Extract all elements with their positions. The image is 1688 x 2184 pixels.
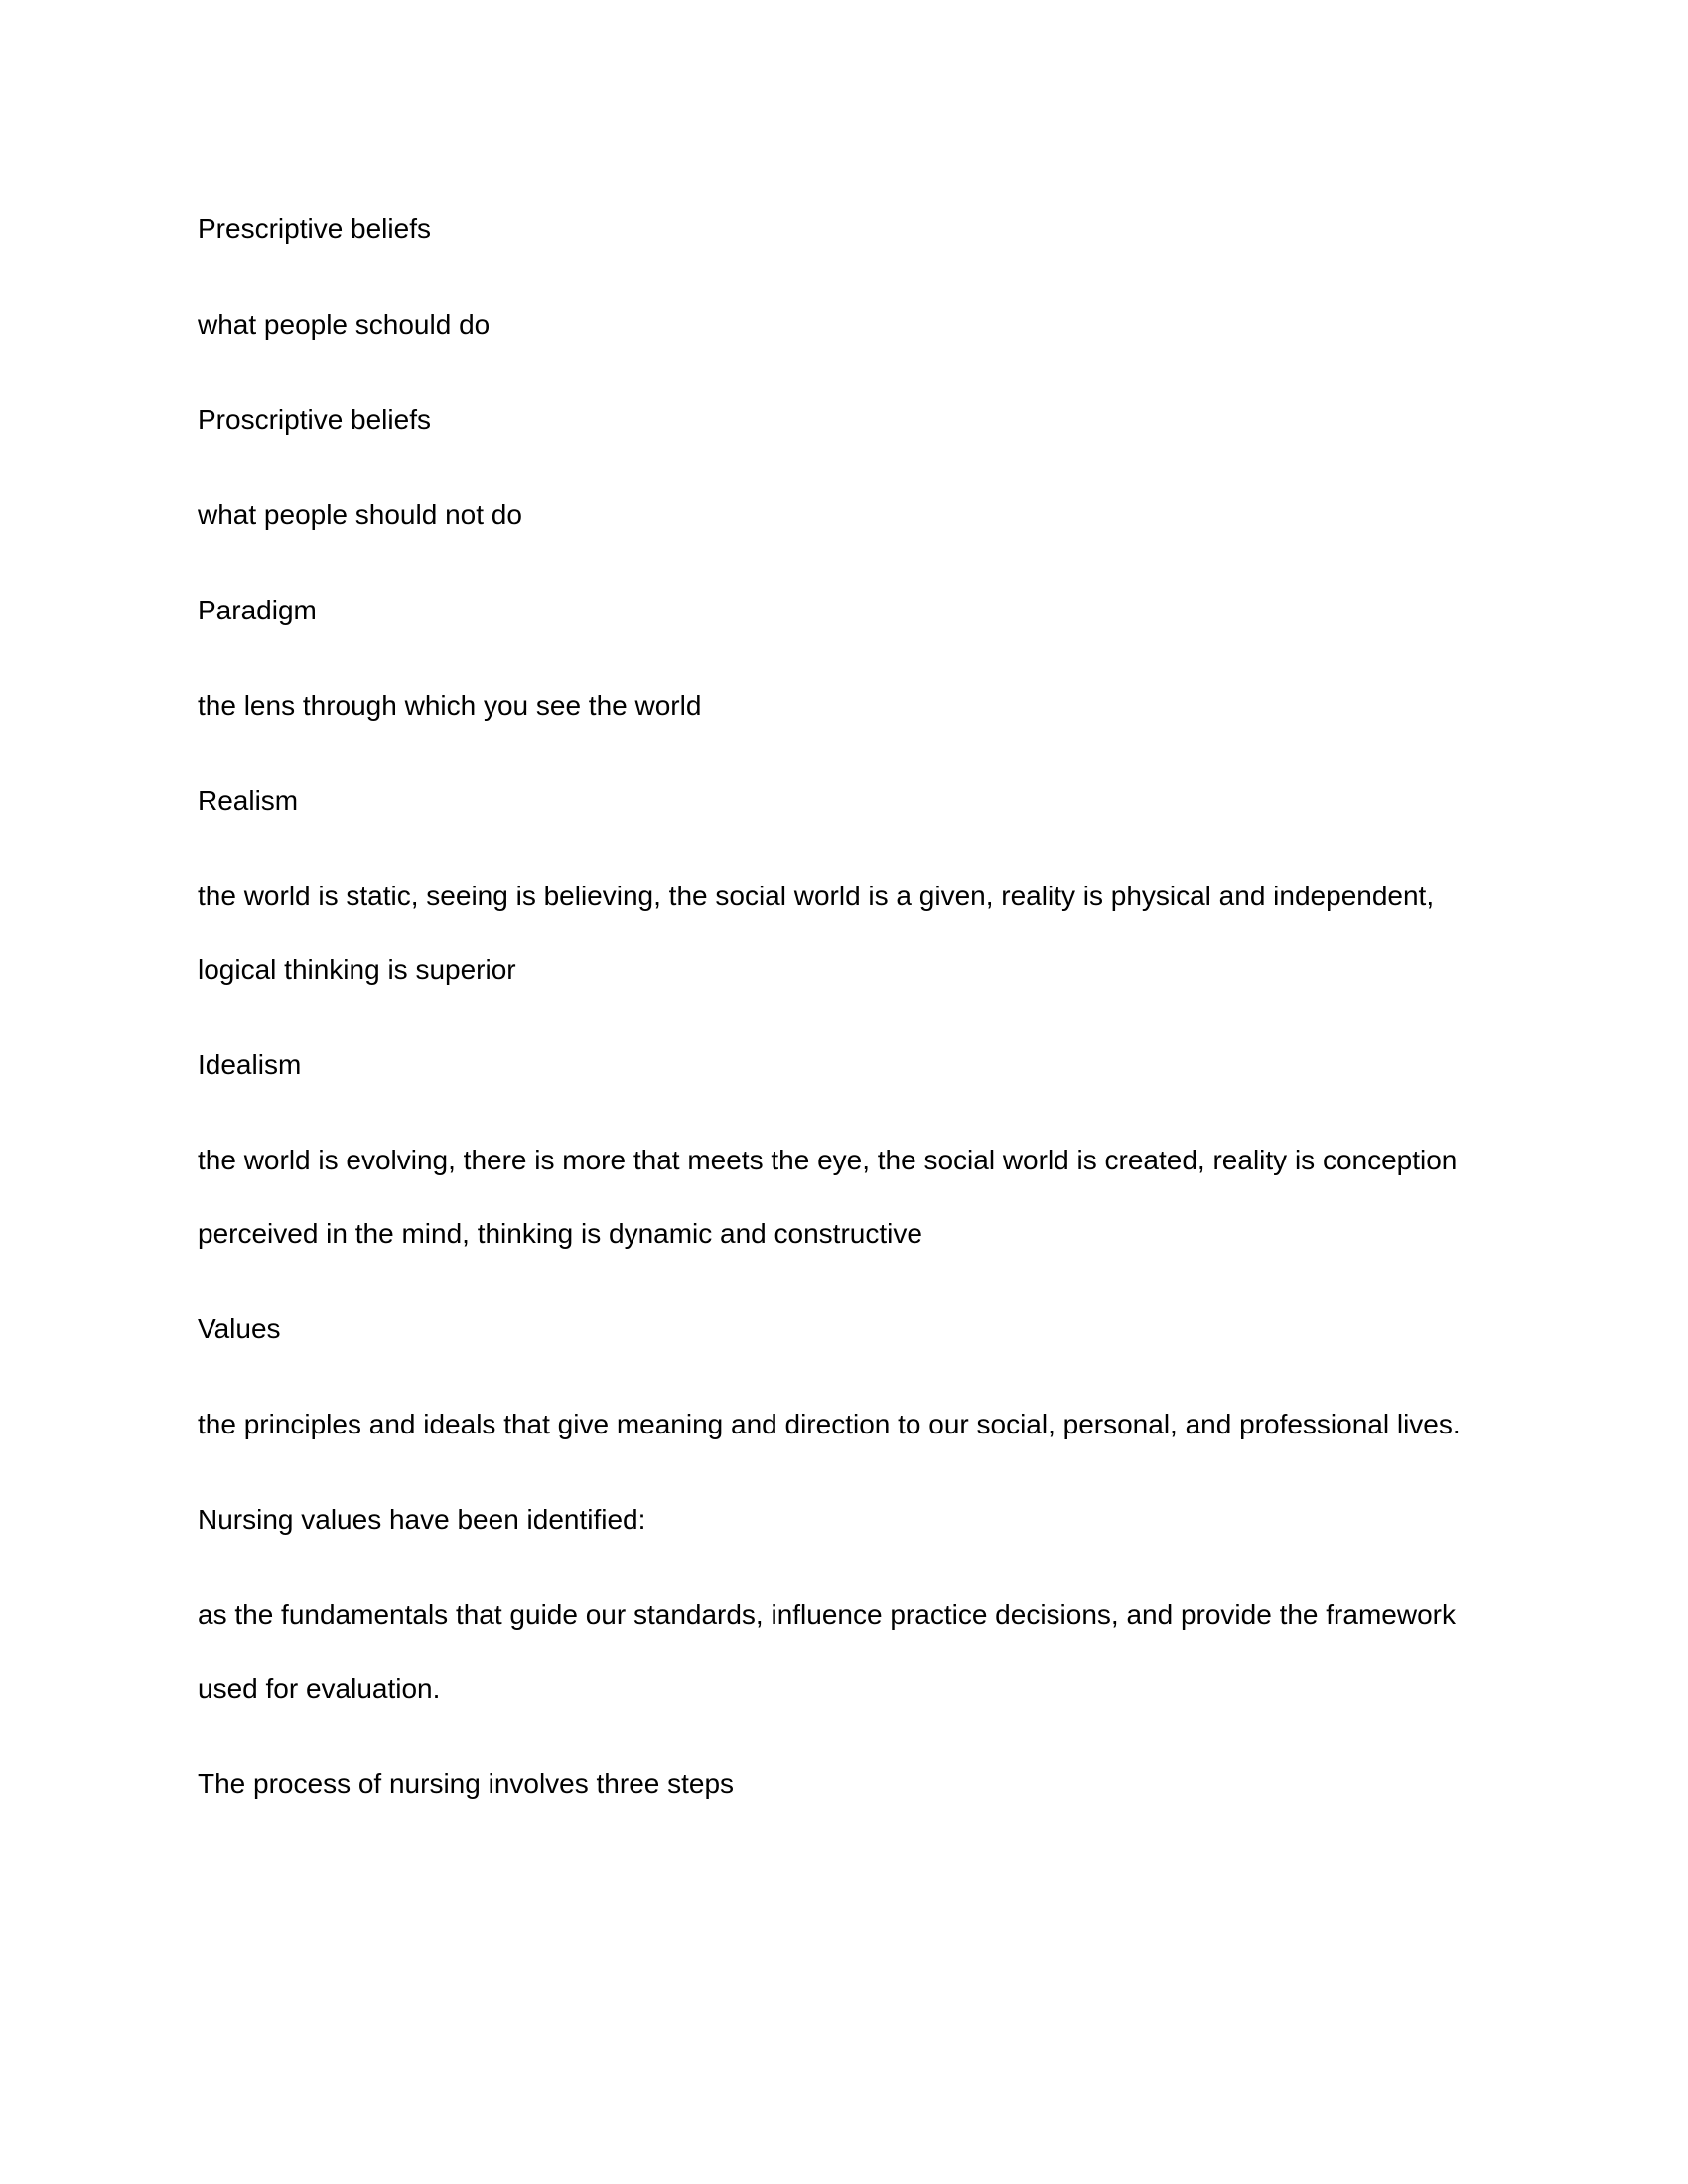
definition-idealism: the world is evolving, there is more that meets the eye, the social world is created, reality is conception perceived in the mind, thinking is dynamic and constructive: [198, 1145, 1458, 1249]
definition-realism: the world is static, seeing is believing, the social world is a given, reality is physical and independent, logical thinking is superior: [198, 881, 1435, 985]
term-process-of-nursing: The process of nursing involves three steps: [198, 1768, 735, 1799]
definition-values: the principles and ideals that give meaning and direction to our social, personal, and professional lives.: [198, 1409, 1461, 1439]
definition-nursing-values: as the fundamentals that guide our standards, influence practice decisions, and provide the framework used for evaluation.: [198, 1599, 1456, 1704]
term-proscriptive-beliefs: Proscriptive beliefs: [198, 404, 431, 435]
document-body: [198, 193, 1508, 1843]
term-realism: Realism: [198, 785, 299, 816]
term-idealism: Idealism: [198, 1049, 302, 1080]
definition-proscriptive-beliefs: what people should not do: [198, 499, 522, 530]
term-prescriptive-beliefs: Prescriptive beliefs: [198, 213, 431, 244]
definition-paradigm: the lens through which you see the world: [198, 690, 702, 721]
definition-prescriptive-beliefs: what people schould do: [198, 309, 491, 340]
term-nursing-values: Nursing values have been identified:: [198, 1504, 646, 1535]
term-paradigm: Paradigm: [198, 595, 317, 625]
term-values: Values: [198, 1313, 281, 1344]
